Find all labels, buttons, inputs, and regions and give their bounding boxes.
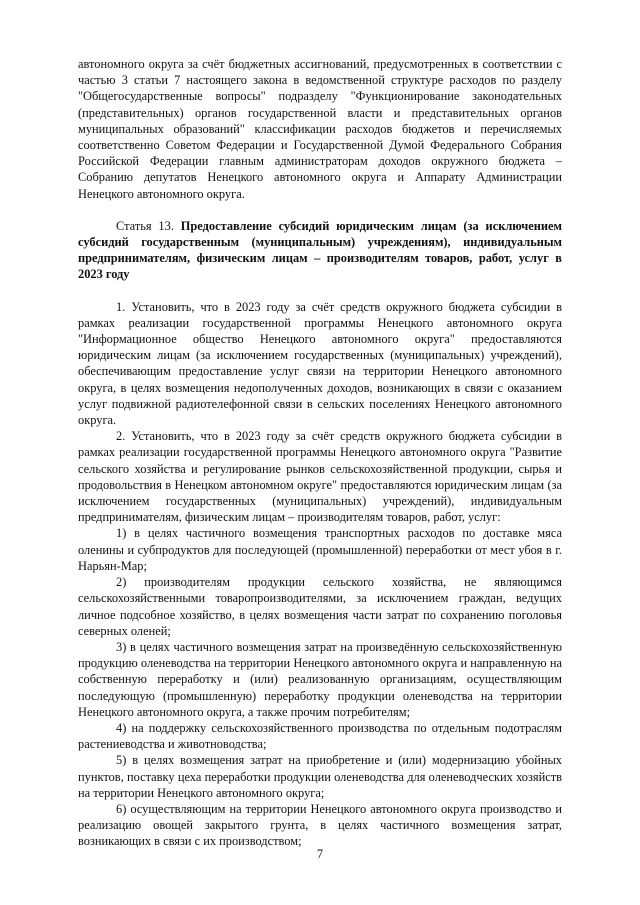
list-item-5: 5) в целях возмещения затрат на приобретение и (или) модернизацию убойных пунктов, поставку цеха переработки продукции оленеводства для оленеводческих хозяйств на территории Ненецкого автономного округа; bbox=[78, 753, 562, 800]
paragraph-2: 2. Установить, что в 2023 году за счёт средств окружного бюджета субсидии в рамках реализации государственной программы Ненецкого автономного округа "Развитие сельского хозяйства и регулирование рынков сельскохозяйственной продукции, сырья и продовольствия в Ненецком автономном округе" предоставляются юридическим лицам (за исключением государственных (муниципальных) учреждений), индивидуальным предпринимателям, физическим лицам – производителям товаров, работ, услуг: bbox=[78, 429, 562, 525]
list-item-3: 3) в целях частичного возмещения затрат на произведённую сельскохозяйственную продукцию оленеводства на территории Ненецкого автономного округа и направленную на собственную переработку и (или) реализованную организациям, осуществляющим последующую (промышленную) переработку продукции оленеводства на территории Ненецкого автономного округа, а также прочим потребителям; bbox=[78, 639, 562, 719]
document-body bbox=[78, 56, 562, 850]
continuation-paragraph: автономного округа за счёт бюджетных ассигнований, предусмотренных в соответствии с частью 3 статьи 7 настоящего закона в ведомственной структуре расходов по разделу "Общегосударственные вопросы" подразделу "Функционирование законодательных (представительных) органов государственной власти и представительных органов муниципальных образований" классификации расходов бюджетов и перечисляемых соответственно Советом Федерации и Государственной Думой Федерального Собрания Российской Федерации главным администраторам доходов окружного бюджета – Собранию депутатов Ненецкого автономного округа и Аппарату Администрации Ненецкого автономного округа. bbox=[78, 57, 562, 201]
list-item-1: 1) в целях частичного возмещения транспортных расходов по доставке мяса оленины и субпродуктов для последующей (промышленной) переработки от мест убоя в г. Нарьян-Мар; bbox=[78, 526, 562, 573]
paragraph-1: 1. Установить, что в 2023 году за счёт средств окружного бюджета субсидии в рамках реализации государственной программы Ненецкого автономного округа "Информационное общество Ненецкого автономного округа" предоставляются юридическим лицам (за исключением государственных (муниципальных) учреждений), обеспечивающим предоставление услуг связи на территории Ненецкого автономного округа, в целях возмещения недополученных доходов, возникающих в связи с оказанием услуг подвижной радиотелефонной связи в сельских поселениях Ненецкого автономного округа. bbox=[78, 299, 562, 428]
article-heading bbox=[78, 218, 562, 283]
list-item-4: 4) на поддержку сельскохозяйственного производства по отдельным подотраслям растениеводства и животноводства; bbox=[78, 720, 562, 752]
article-prefix: Статья 13. bbox=[116, 218, 181, 233]
article-title: Предоставление субсидий юридическим лицам (за исключением субсидий государственным (муниципальным) учреждениям), индивидуальным предпринимателям, физическим лицам – производителям товаров, работ, услуг в 2023 году bbox=[78, 218, 562, 282]
list-item-2: 2) производителям продукции сельского хозяйства, не являющимся сельскохозяйственными товаропроизводителями, за исключением граждан, ведущих личное подсобное хозяйство, в целях возмещения части затрат по сохранению поголовья северных оленей; bbox=[78, 575, 562, 638]
page-number: 7 bbox=[316, 847, 324, 861]
list-item-6: 6) осуществляющим на территории Ненецкого автономного округа производство и реализацию овощей закрытого грунта, в целях частичного возмещения затрат, возникающих в связи с их производством; bbox=[78, 801, 562, 849]
